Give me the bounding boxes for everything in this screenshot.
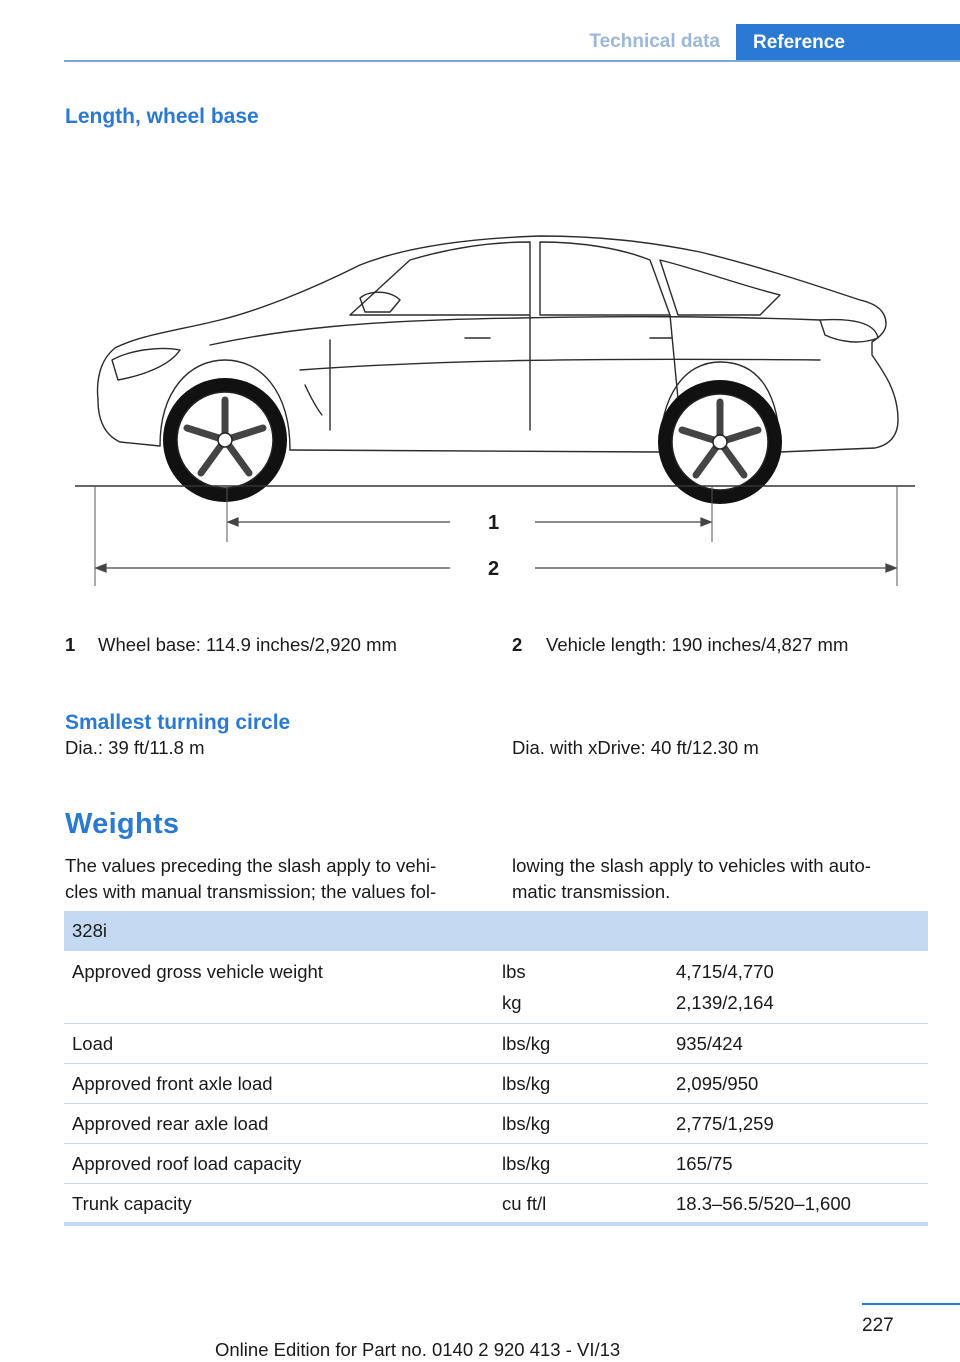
car-taillight (820, 320, 878, 342)
table-row-front-axle (64, 1063, 928, 1104)
weights-intro-left (65, 853, 436, 905)
table-row-rear-axle (64, 1103, 928, 1144)
car-side-view-diagram (60, 220, 920, 600)
weights-intro-line: matic transmission. (512, 881, 671, 902)
weights-intro-line: cles with manual transmission; the values fol- (65, 881, 437, 902)
table-bottom-rule (64, 1222, 928, 1226)
page-number: 227 (862, 1315, 894, 1336)
table-row-gross-weight (64, 951, 928, 1024)
table-header-model: 328i (72, 920, 107, 941)
table-cell-unit: lbs/kg (502, 1113, 551, 1134)
footer-edition: Online Edition for Part no. 0140 2 920 413 - VI/13 (215, 1339, 621, 1360)
front-wheel (163, 378, 287, 502)
table-row-load (64, 1023, 928, 1064)
section-title-turning-circle: Smallest turning circle (65, 711, 291, 734)
footer-divider (862, 1303, 960, 1305)
table-cell-value: 2,775/1,259 (676, 1113, 774, 1134)
table-cell-label: Load (72, 1033, 114, 1054)
tab-reference[interactable]: Reference (736, 24, 960, 62)
car-side-mirror (360, 292, 400, 312)
legend-item-2 (512, 632, 522, 658)
table-header (64, 911, 928, 951)
car-rear-window (540, 242, 670, 315)
turning-circle-diameter: Dia.: 39 ft/11.8 m (65, 737, 205, 758)
header-divider (64, 60, 960, 62)
figure-callout-2: 2 (488, 558, 500, 580)
legend-text-length: Vehicle length: 190 inches/4,827 mm (546, 634, 849, 655)
figure-callout-1: 1 (488, 512, 500, 534)
table-cell-unit: lbs/kg (502, 1153, 551, 1174)
dimension-line-wheelbase (228, 518, 711, 526)
table-cell-label: Approved rear axle load (72, 1113, 269, 1134)
tab-technical-data[interactable]: Technical data (589, 31, 720, 52)
car-front-window (350, 242, 530, 315)
table-cell-unit: kg (502, 992, 522, 1013)
table-cell-value: 935/424 (676, 1033, 743, 1054)
legend-item-1 (65, 632, 75, 658)
legend-number: 2 (512, 634, 523, 655)
table-cell-unit: lbs (502, 961, 526, 982)
table-cell-value: 165/75 (676, 1153, 733, 1174)
table-cell-value: 4,715/4,770 (676, 961, 774, 982)
weights-intro-right (512, 853, 871, 905)
weights-table (64, 911, 928, 951)
weights-intro-line: lowing the slash apply to vehicles with auto- (512, 855, 871, 876)
table-cell-unit: lbs/kg (502, 1033, 551, 1054)
section-title-weights: Weights (65, 808, 180, 840)
section-title-length: Length, wheel base (65, 105, 259, 128)
legend-text-wheelbase: Wheel base: 114.9 inches/2,920 mm (98, 634, 397, 655)
table-cell-value: 2,095/950 (676, 1073, 759, 1094)
table-cell-label: Approved gross vehicle weight (72, 961, 323, 982)
car-headlight (112, 348, 180, 380)
table-cell-unit: lbs/kg (502, 1073, 551, 1094)
table-cell-label: Approved roof load capacity (72, 1153, 302, 1174)
table-row-trunk (64, 1183, 928, 1223)
table-cell-unit: cu ft/l (502, 1193, 547, 1214)
table-cell-value: 2,139/2,164 (676, 992, 774, 1013)
table-cell-label: Approved front axle load (72, 1073, 273, 1094)
legend-number: 1 (65, 634, 76, 655)
weights-intro-line: The values preceding the slash apply to vehi- (65, 855, 437, 876)
table-row-roof-load (64, 1143, 928, 1184)
turning-circle-diameter-xdrive: Dia. with xDrive: 40 ft/12.30 m (512, 737, 759, 758)
table-cell-label: Trunk capacity (72, 1193, 192, 1214)
table-cell-value: 18.3–56.5/520–1,600 (676, 1193, 851, 1214)
